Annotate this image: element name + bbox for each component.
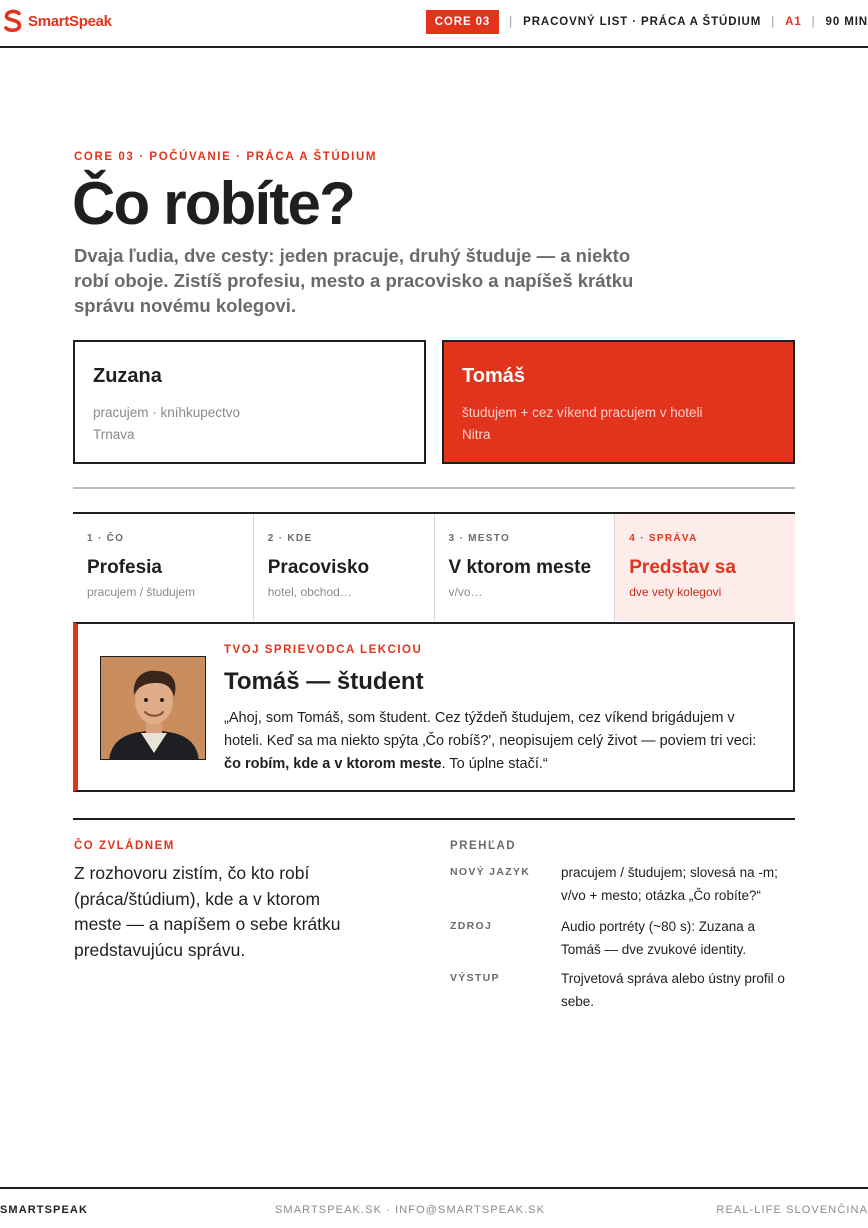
student-portrait-image — [101, 657, 206, 760]
guide-quote-text: „Ahoj, som Tomáš, som študent. Cez týždeň študujem, cez víkend brigádujem v hoteli. Keď sa ma niekto spýta ‚Čo robíš?', neopisujem celý život — poviem tri veci: — [224, 710, 757, 749]
character-occupation: študujem + cez víkend pracujem v hoteli — [462, 405, 703, 420]
section-divider — [73, 487, 795, 489]
guide-quote-emphasis: čo robím, kde a v ktorom meste — [224, 756, 442, 772]
page-title: Čo robíte? — [72, 170, 354, 237]
step-title: Pracovisko — [267, 557, 370, 578]
step-title: V ktorom meste — [448, 557, 592, 578]
footer-brand: SMARTSPEAK — [0, 1204, 89, 1216]
section-divider — [73, 818, 795, 820]
header-separator: | — [771, 16, 776, 28]
lesson-eyebrow: CORE 03 · POČÚVANIE · PRÁCA A ŠTÚDIUM — [74, 151, 378, 163]
footer-contact-link[interactable]: SMARTSPEAK.SK · INFO@SMARTSPEAK.SK — [275, 1204, 546, 1216]
guide-eyebrow: TVOJ SPRIEVODCA LEKCIOU — [224, 644, 423, 656]
step-title: Predstav sa — [629, 557, 736, 578]
guide-title: Tomáš — študent — [224, 668, 424, 695]
footer-tagline: REAL-LIFE SLOVENČINA — [716, 1204, 868, 1216]
step-number: 2 · KDE — [267, 533, 313, 544]
overview-value: Audio portréty (~80 s): Zuzana a Tomáš — dve zvukové identity. — [561, 919, 755, 957]
character-occupation: pracujem · kníhkupectvo — [93, 405, 241, 420]
step-pracovisko[interactable] — [254, 514, 435, 621]
can-do-text: Z rozhovoru zistím, čo kto robí (práca/štúdium), kde a v ktorom meste — a napíšem o sebe krátku predstavujúcu správu. — [74, 863, 341, 960]
header-separator: | — [811, 16, 816, 28]
header-separator: | — [509, 16, 514, 28]
page-header — [0, 0, 868, 48]
can-do-label: ČO ZVLÁDNEM — [74, 840, 175, 852]
step-title: Profesia — [87, 557, 162, 578]
guide-quote — [224, 707, 776, 776]
overview-key: VÝSTUP — [450, 972, 500, 984]
step-sprava[interactable] — [615, 514, 795, 621]
brand-name: SmartSpeak — [28, 12, 112, 30]
level-label: A1 — [785, 16, 802, 28]
step-mesto[interactable] — [435, 514, 616, 621]
core-badge: CORE 03 — [426, 10, 500, 34]
overview-label: PREHĽAD — [450, 840, 517, 852]
step-number: 4 · SPRÁVA — [629, 533, 698, 544]
page-footer — [0, 1187, 868, 1228]
steps-row — [73, 512, 795, 621]
header-meta — [426, 10, 868, 34]
step-subtitle: pracujem / študujem — [87, 585, 196, 599]
guide-portrait — [100, 656, 206, 760]
character-card-zuzana[interactable] — [73, 340, 426, 464]
smartspeak-s-logo-icon — [2, 9, 24, 33]
character-city: Trnava — [93, 427, 135, 442]
character-name: Zuzana — [93, 365, 162, 387]
overview-key: NOVÝ JAZYK — [450, 866, 531, 878]
worksheet-label: PRACOVNÝ LIST · PRÁCA A ŠTÚDIUM — [523, 16, 762, 28]
step-subtitle: v/vo… — [448, 585, 483, 599]
step-subtitle: hotel, obchod… — [267, 585, 352, 599]
character-card-tomas[interactable] — [442, 340, 795, 464]
guide-card — [73, 622, 795, 792]
step-number: 3 · MESTO — [448, 533, 511, 544]
overview-value: pracujem / študujem; slovesá na -m; v/vo + mesto; otázka „Čo robíte?“ — [561, 865, 778, 903]
duration-label: 90 MIN — [825, 16, 868, 28]
step-profesia[interactable] — [73, 514, 254, 621]
step-number: 1 · ČO — [87, 533, 125, 544]
character-city: Nitra — [462, 427, 491, 442]
guide-quote-text: . To úplne stačí.“ — [441, 756, 548, 772]
overview-value: Trojvetová správa alebo ústny profil o sebe. — [561, 971, 785, 1009]
lead-paragraph: Dvaja ľudia, dve cesty: jeden pracuje, druhý študuje — a niekto robí oboje. Zistíš profesiu, mesto a pracovisko a napíšeš krátku správu novému kolegovi. — [74, 245, 634, 316]
step-subtitle: dve vety kolegovi — [629, 585, 722, 599]
brand-logo[interactable] — [2, 9, 112, 33]
overview-key: ZDROJ — [450, 920, 493, 932]
character-name: Tomáš — [462, 365, 525, 387]
